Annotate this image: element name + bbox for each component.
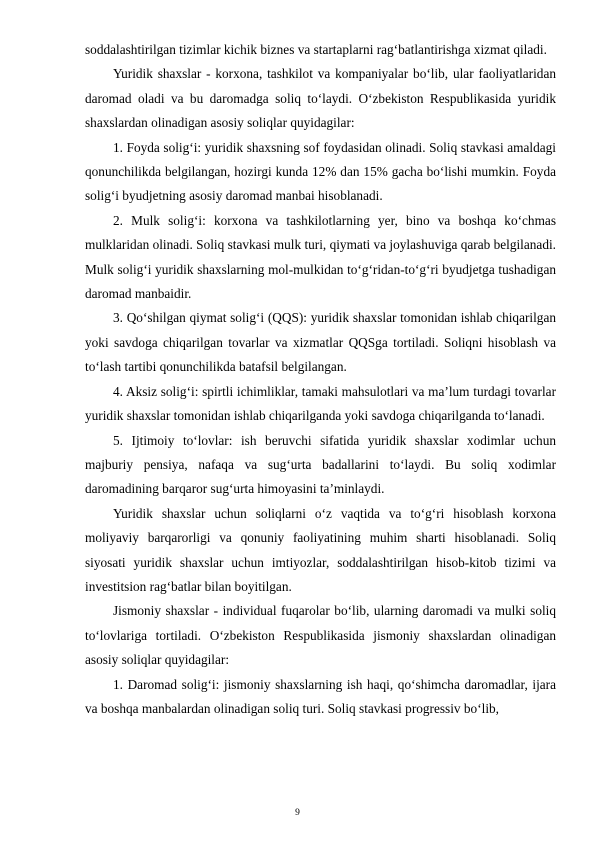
paragraph: soddalashtirilgan tizimlar kichik biznes va startaplarni rag‘batlantirishga xizmat qiladi. bbox=[85, 42, 547, 57]
paragraph: 1. Daromad solig‘i: jismoniy shaxslarning ish haqi, qo‘shimcha daromadlar, ijara va boshqa manbalardan olinadigan soliq turi. Soliq stavkasi progressiv bo‘lib, bbox=[85, 676, 556, 716]
paragraph: 1. Foyda solig‘i: yuridik shaxsning sof foydasidan olinadi. Soliq stavkasi amaldagi qonunchilikda belgilangan, hozirgi kunda 12% dan 15% gacha bo‘lishi mumkin. Foyda solig‘i byudjetning asosiy daromad manbai hisoblanadi. bbox=[85, 139, 556, 204]
paragraph: 4. Aksiz solig‘i: spirtli ichimliklar, tamaki mahsulotlari va ma’lum turdagi tovarlar yuridik shaxslar tomonidan ishlab chiqarilganda yoki savdoga chiqarilganda to‘lanadi. bbox=[85, 383, 556, 424]
paragraph: Yuridik shaxslar uchun soliqlarni o‘z vaqtida va to‘g‘ri hisoblash korxona moliyaviy barqarorligi va qonuniy faoliyatining muhim sharti hisoblanadi. Soliq siyosati yuridik shaxslar uchun imtiyozlar, soddalashtirilgan hisob-kitob tizimi va investitsion rag‘batlar bilan boyitilgan. bbox=[85, 505, 556, 594]
page-number: 9 bbox=[295, 808, 300, 818]
paragraph: Yuridik shaxslar - korxona, tashkilot va kompaniyalar bo‘lib, ular faoliyatlaridan daromad oladi va bu daromadga soliq to‘laydi. O‘zbekiston Respublikasida yuridik shaxslardan olinadigan asosiy soliqlar quyidagilar: bbox=[85, 66, 556, 131]
paragraph: 5. Ijtimoiy to‘lovlar: ish beruvchi sifatida yuridik shaxslar xodimlar uchun majburiy pensiya, nafaqa va sug‘urta badallarini to‘laydi. Bu soliq xodimlar daromadining barqaror sug‘urta himoyasini ta’minlaydi. bbox=[85, 432, 556, 497]
paragraph: Jismoniy shaxslar - individual fuqarolar bo‘lib, ularning daromadi va mulki soliq to‘lovlariga tortiladi. O‘zbekiston Respublikasida jismoniy shaxslardan olinadigan asosiy soliqlar quyidagilar: bbox=[85, 603, 556, 668]
paragraph: 2. Mulk solig‘i: korxona va tashkilotlarning yer, bino va boshqa ko‘chmas mulklaridan olinadi. Soliq stavkasi mulk turi, qiymati va joylashuviga qarab belgilanadi. Mulk solig‘i yuridik shaxslarning mol-mulkidan to‘g‘ridan-to‘g‘ri byudjetga tushadigan daromad manbaidir. bbox=[85, 212, 556, 302]
document-page bbox=[85, 38, 556, 721]
paragraph: 3. Qo‘shilgan qiymat solig‘i (QQS): yuridik shaxslar tomonidan ishlab chiqarilgan yoki savdoga chiqarilgan tovarlar va xizmatlar QQSga tortiladi. Soliqni hisoblash va to‘lash tartibi qonunchilikda batafsil belgilangan. bbox=[85, 310, 556, 375]
